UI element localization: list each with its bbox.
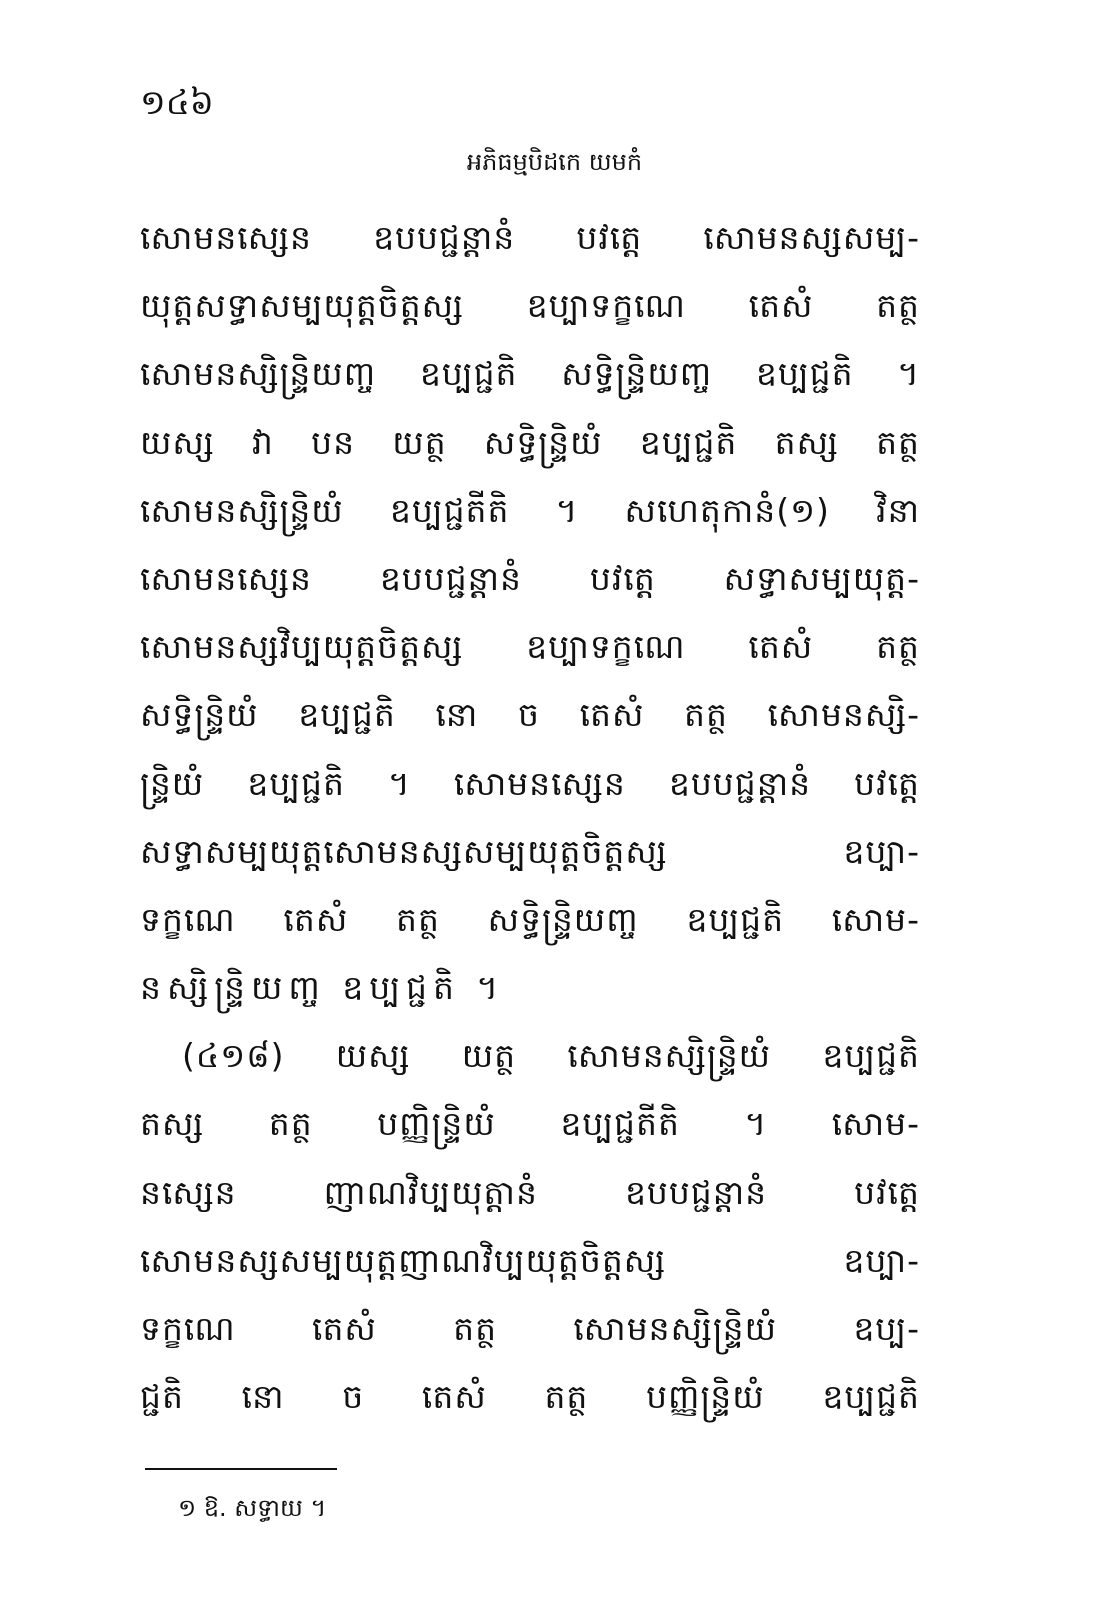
text-line: នស្សិន្ទ្រិយញ្ច ឧប្បជ្ជតិ ។ [140, 968, 505, 1008]
text-line: យុត្តសទ្ធាសម្បយុត្តចិត្តស្ស ឧប្បាទក្ខណេ តេសំ តត្ថ [140, 286, 920, 326]
text-line: សោមនស្សេន ឧបបជ្ជន្តានំ បវត្តេ សោមនស្សសម្ប- [140, 218, 920, 257]
text-line: យស្ស វា បន យត្ថ សទ្ធិន្ទ្រិយំ ឧប្បជ្ជតិ តស្ស តត្ថ [140, 422, 920, 462]
running-title: អភិធម្មបិដកេ យមកំ [466, 148, 643, 176]
text-line: សោមនស្សវិប្បយុត្តចិត្តស្ស ឧប្បាទក្ខណេ តេសំ តត្ថ [140, 627, 920, 667]
text-line: ទក្ខណេ តេសំ តត្ថ សោមនស្សិន្ទ្រិយំ ឧប្ប- [140, 1309, 920, 1348]
text-line: នស្សេន ញាណវិប្បយុត្តានំ ឧបបជ្ជន្តានំ បវត្តេ [140, 1172, 920, 1212]
text-line: សោមនស្សិន្ទ្រិយំ ឧប្បជ្ជតីតិ ។ សហេតុកានំ(១) វិនា [140, 490, 920, 530]
text-line: សោមនស្សសម្បយុត្តញាណវិប្បយុត្តចិត្តស្ស ឧប្បា- [140, 1240, 920, 1280]
paragraph-start-line: (៤១៨) យស្ស យត្ថ សោមនស្សិន្ទ្រិយំ ឧប្បជ្ជតិ [182, 1036, 920, 1076]
body-text [140, 204, 920, 1431]
footnote-divider [145, 1468, 337, 1470]
text-line: ន្ទ្រិយំ ឧប្បជ្ជតិ ។ សោមនស្សេន ឧបបជ្ជន្តានំ បវត្តេ [140, 763, 920, 803]
text-line: ជ្ជតិ នោ ច តេសំ តត្ថ បញ្ញិន្ទ្រិយំ ឧប្បជ្ជតិ [140, 1377, 920, 1417]
text-line: សទ្ធាសម្បយុត្តសោមនស្សសម្បយុត្តចិត្តស្ស ឧប្បា- [140, 831, 920, 871]
text-line: សទ្ធិន្ទ្រិយំ ឧប្បជ្ជតិ នោ ច តេសំ តត្ថ សោមនស្សិ- [140, 695, 920, 735]
text-line: សោមនស្សេន ឧបបជ្ជន្តានំ បវត្តេ សទ្ធាសម្បយុត្ត- [140, 558, 920, 598]
text-line: តស្ស តត្ថ បញ្ញិន្ទ្រិយំ ឧប្បជ្ជតីតិ ។ សោម- [140, 1104, 920, 1144]
text-line: ទក្ខណេ តេសំ តត្ថ សទ្ធិន្ទ្រិយញ្ច ឧប្បជ្ជតិ សោម- [140, 899, 920, 939]
footnote: ១ ឱ. សទ្ធាយ ។ [178, 1494, 327, 1522]
text-line: សោមនស្សិន្ទ្រិយញ្ច ឧប្បជ្ជតិ សទ្ធិន្ទ្រិយញ្ច ឧប្បជ្ជតិ ។ [140, 354, 920, 394]
page-number: ១៤៦ [140, 83, 214, 123]
